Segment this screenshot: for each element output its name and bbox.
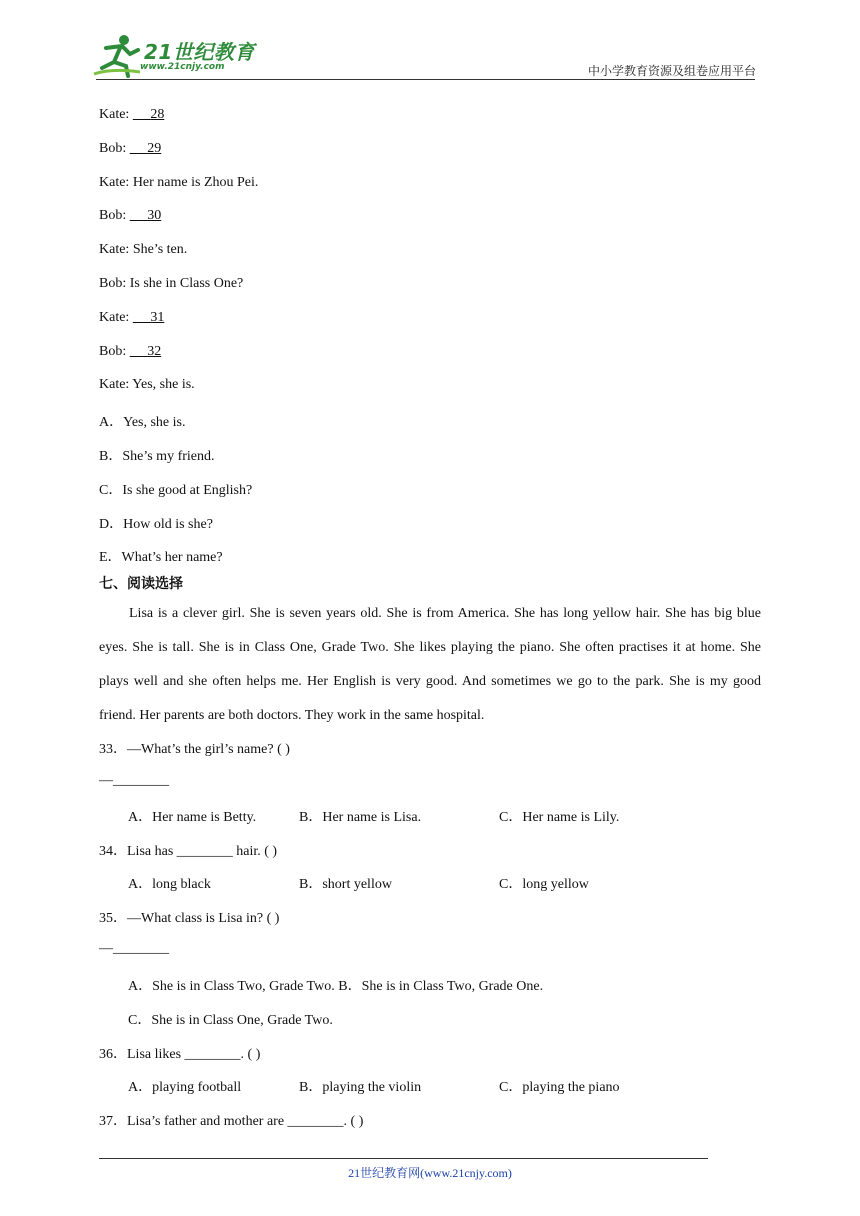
header-platform-text: 中小学教育资源及组卷应用平台 xyxy=(587,64,756,78)
speaker: Bob: xyxy=(99,344,127,359)
answer-blank: 32 xyxy=(147,344,162,359)
answer-blank: 29 xyxy=(147,141,162,156)
option-b: B．playing the violin xyxy=(299,1080,422,1095)
choice-item: D．How old is she? xyxy=(99,517,213,532)
dialog-line xyxy=(99,208,161,224)
dialog-line: Kate: Her name is Zhou Pei. xyxy=(99,175,259,190)
question-35: 35．—What class is Lisa in? ( ) xyxy=(99,911,280,926)
dialog-line xyxy=(99,141,161,157)
option-ab: A．She is in Class Two, Grade Two. B．She is in Class Two, Grade One. xyxy=(128,979,544,994)
answer-line: —________ xyxy=(99,773,169,788)
footer-text: 21世纪教育网(www.21cnjy.com) xyxy=(348,1166,512,1180)
option-c: C．Her name is Lily. xyxy=(499,810,620,825)
option-a: A．Her name is Betty. xyxy=(128,810,257,825)
section-title: 七、阅读选择 xyxy=(99,576,183,592)
speaker: Kate: xyxy=(99,107,130,122)
question-37: 37．Lisa’s father and mother are ________. ( ) xyxy=(99,1114,364,1129)
header-divider xyxy=(96,79,755,80)
question-33: 33．—What’s the girl’s name? ( ) xyxy=(99,742,290,757)
dialog-line: Kate: Yes, she is. xyxy=(99,377,195,392)
speaker: Bob: xyxy=(99,208,127,223)
dialog-line: Bob: Is she in Class One? xyxy=(99,276,244,291)
option-a: A．playing football xyxy=(128,1080,242,1095)
option-c: C．playing the piano xyxy=(499,1080,620,1095)
question-34: 34．Lisa has ________ hair. ( ) xyxy=(99,844,278,859)
logo-text: 21世纪教育 xyxy=(144,40,255,64)
option-c: C．She is in Class One, Grade Two. xyxy=(128,1013,333,1028)
dialog-line xyxy=(99,107,164,123)
option-b: B．Her name is Lisa. xyxy=(299,810,422,825)
runner-logo-icon xyxy=(92,34,142,78)
choice-item: E．What’s her name? xyxy=(99,550,223,565)
dialog-line: Kate: She’s ten. xyxy=(99,242,188,257)
option-a: A．long black xyxy=(128,877,211,892)
dialog-line xyxy=(99,344,161,360)
reading-passage: Lisa is a clever girl. She is seven years old. She is from America. She has long yellow hair. She has big blue eyes. She is tall. She is in Class One, Grade Two. She likes playing the piano. She often practises it at home. She plays well and she often helps me. Her English is very good. And sometimes we go to the park. She is my good friend. Her parents are both doctors. They work in the same hospital. xyxy=(99,606,761,723)
site-logo xyxy=(92,34,262,78)
footer-divider xyxy=(99,1158,708,1159)
choice-item: C．Is she good at English? xyxy=(99,483,253,498)
answer-blank: 28 xyxy=(150,107,165,122)
speaker: Kate: xyxy=(99,310,130,325)
page-header xyxy=(0,0,860,90)
answer-blank: 31 xyxy=(150,310,165,325)
option-c: C．long yellow xyxy=(499,877,589,892)
answer-blank: 30 xyxy=(147,208,162,223)
answer-line: —________ xyxy=(99,941,169,956)
choice-item: A．Yes, she is. xyxy=(99,415,186,430)
question-36: 36．Lisa likes ________. ( ) xyxy=(99,1047,261,1062)
speaker: Bob: xyxy=(99,141,127,156)
logo-url: www.21cnjy.com xyxy=(140,62,225,72)
option-b: B．short yellow xyxy=(299,877,392,892)
dialog-line xyxy=(99,310,164,326)
choice-item: B．She’s my friend. xyxy=(99,449,215,464)
